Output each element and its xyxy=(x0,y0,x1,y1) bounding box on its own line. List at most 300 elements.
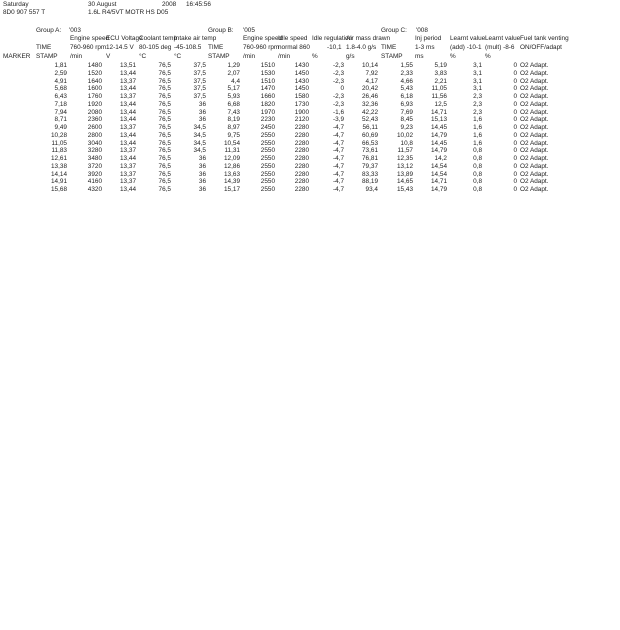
cell-idle-speed: 1430 xyxy=(294,62,309,69)
cell-stamp-b: 6,68 xyxy=(227,100,240,108)
cell-engine-speed: 1920 xyxy=(87,100,102,108)
cell-learnt-mult: 0 xyxy=(513,131,517,139)
cell-stamp-a: 9,49 xyxy=(54,124,67,131)
cell-engine-speed: 2800 xyxy=(87,131,102,139)
cell-fuel-tank-venting: O2 Adapt. xyxy=(520,116,549,124)
cell-inj-period: 14,45 xyxy=(431,124,447,131)
cell-inj-period: 14,54 xyxy=(431,162,447,170)
cell-idle-regulation: -4,7 xyxy=(332,170,344,178)
cell-idle-regulation: -2,3 xyxy=(332,100,344,108)
cell-air-mass: 83,33 xyxy=(362,170,378,178)
cell-engine-speed: 2600 xyxy=(87,124,102,131)
cell-stamp-c: 11,57 xyxy=(397,147,413,155)
cell-learnt-add: 0,8 xyxy=(473,162,482,170)
cell-engine-speed-b: 2550 xyxy=(260,131,275,139)
cell-ecu-voltage: 13,44 xyxy=(120,131,136,139)
cell-idle-regulation: -4,7 xyxy=(332,186,344,193)
cell-air-mass: 20,42 xyxy=(362,85,378,93)
col-coolant-temp: Coolant temp xyxy=(139,35,178,42)
cell-engine-speed-b: 1470 xyxy=(260,85,275,93)
cell-stamp-c: 13,12 xyxy=(397,162,413,170)
cell-fuel-tank-venting: O2 Adapt. xyxy=(520,131,549,139)
cell-air-mass: 88,19 xyxy=(362,178,378,186)
col-intake-air-temp: Intake air temp xyxy=(174,35,217,42)
cell-intake-air-temp: 37,5 xyxy=(193,77,206,85)
cell-learnt-mult: 0 xyxy=(513,116,517,124)
cell-engine-speed-b: 1510 xyxy=(260,77,275,85)
unit-gs: g/s xyxy=(346,53,355,60)
cell-idle-regulation: -4,7 xyxy=(332,139,344,147)
cell-inj-period: 14,2 xyxy=(434,155,447,162)
cell-learnt-add: 1,6 xyxy=(473,139,482,147)
cell-stamp-b: 8,97 xyxy=(227,124,240,131)
cell-stamp-c: 2,33 xyxy=(400,69,413,77)
group-c-code: '008 xyxy=(416,27,428,34)
cell-engine-speed-b: 1530 xyxy=(260,69,275,77)
col-idle-speed: Idle speed xyxy=(278,35,308,42)
cell-idle-speed: 2280 xyxy=(294,124,309,131)
cell-intake-air-temp: 34,5 xyxy=(193,131,206,139)
unit-rpm-b2: /min xyxy=(278,53,291,60)
cell-inj-period: 2,21 xyxy=(434,77,447,85)
cell-fuel-tank-venting: O2 Adapt. xyxy=(520,62,549,69)
group-b-label: Group B: xyxy=(208,27,234,34)
cell-coolant-temp: 76,5 xyxy=(158,139,171,147)
cell-stamp-c: 12,35 xyxy=(397,155,413,162)
cell-idle-regulation: -4,7 xyxy=(332,131,344,139)
cell-air-mass: 73,61 xyxy=(362,147,378,155)
cell-learnt-mult: 0 xyxy=(513,124,517,131)
cell-fuel-tank-venting: O2 Adapt. xyxy=(520,170,549,178)
cell-inj-period: 14,79 xyxy=(431,131,447,139)
unit-pct2: % xyxy=(450,53,456,60)
cell-coolant-temp: 76,5 xyxy=(158,108,171,116)
cell-engine-speed-b: 1660 xyxy=(260,93,275,100)
cell-intake-air-temp: 36 xyxy=(198,155,206,162)
cell-learnt-mult: 0 xyxy=(513,100,517,108)
cell-idle-speed: 2280 xyxy=(294,131,309,139)
cell-inj-period: 14,79 xyxy=(431,147,447,155)
cell-engine-speed: 1480 xyxy=(87,62,102,69)
cell-engine-speed-b: 1970 xyxy=(260,108,275,116)
cell-stamp-a: 7,18 xyxy=(54,100,67,108)
group-a-code: '003 xyxy=(69,27,81,34)
cell-fuel-tank-venting: O2 Adapt. xyxy=(520,77,549,85)
unit-pct3: % xyxy=(485,53,491,60)
cell-ecu-voltage: 13,44 xyxy=(120,186,136,193)
cell-fuel-tank-venting: O2 Adapt. xyxy=(520,147,549,155)
cell-ecu-voltage: 13,37 xyxy=(120,93,136,100)
cell-fuel-tank-venting: O2 Adapt. xyxy=(520,69,549,77)
cell-idle-speed: 1450 xyxy=(294,69,309,77)
cell-ecu-voltage: 13,44 xyxy=(120,100,136,108)
cell-engine-speed-b: 2550 xyxy=(260,178,275,186)
cell-coolant-temp: 76,5 xyxy=(158,69,171,77)
cell-inj-period: 11,05 xyxy=(431,85,447,93)
cell-learnt-mult: 0 xyxy=(513,93,517,100)
spec-intake: -45-108.5 xyxy=(174,44,202,51)
cell-stamp-a: 12,61 xyxy=(51,155,67,162)
cell-intake-air-temp: 36 xyxy=(198,186,206,193)
cell-ecu-voltage: 13,44 xyxy=(120,85,136,93)
cell-stamp-a: 2,59 xyxy=(54,69,67,77)
cell-intake-air-temp: 37,5 xyxy=(193,85,206,93)
cell-engine-speed-b: 1510 xyxy=(260,62,275,69)
cell-stamp-c: 9,23 xyxy=(400,124,413,131)
unit-deg-coolant: °C xyxy=(139,53,147,60)
cell-idle-speed: 2120 xyxy=(294,116,309,124)
table-row xyxy=(0,186,620,194)
cell-engine-speed: 3480 xyxy=(87,155,102,162)
part-number: 8D0 907 557 T xyxy=(3,9,46,16)
cell-fuel-tank-venting: O2 Adapt. xyxy=(520,186,549,193)
cell-intake-air-temp: 36 xyxy=(198,178,206,186)
col-time: TIME xyxy=(36,44,52,51)
cell-intake-air-temp: 36 xyxy=(198,116,206,124)
unit-deg-intake: °C xyxy=(174,53,182,60)
cell-coolant-temp: 76,5 xyxy=(158,93,171,100)
cell-idle-regulation: 0 xyxy=(340,85,344,93)
cell-coolant-temp: 76,5 xyxy=(158,100,171,108)
cell-idle-regulation: -2,3 xyxy=(332,62,344,69)
cell-ecu-voltage: 13,37 xyxy=(120,178,136,186)
cell-inj-period: 14,71 xyxy=(431,108,447,116)
cell-stamp-a: 13,38 xyxy=(51,162,67,170)
col-learnt-add: Learnt value xyxy=(450,35,486,42)
cell-inj-period: 12,5 xyxy=(434,100,447,108)
cell-learnt-add: 3,1 xyxy=(473,62,482,69)
cell-stamp-b: 7,43 xyxy=(227,108,240,116)
spec-air-mass: 1.8-4.0 g/s xyxy=(346,44,377,51)
cell-inj-period: 14,45 xyxy=(431,139,447,147)
cell-inj-period: 3,83 xyxy=(434,69,447,77)
cell-learnt-add: 3,1 xyxy=(473,69,482,77)
cell-air-mass: 79,37 xyxy=(362,162,378,170)
cell-coolant-temp: 76,5 xyxy=(158,155,171,162)
cell-intake-air-temp: 37,5 xyxy=(193,69,206,77)
cell-stamp-c: 14,65 xyxy=(397,178,413,186)
col-stamp: STAMP xyxy=(36,53,58,60)
cell-stamp-b: 15,17 xyxy=(224,186,240,193)
cell-fuel-tank-venting: O2 Adapt. xyxy=(520,162,549,170)
unit-pct: % xyxy=(312,53,318,60)
col-time-c: TIME xyxy=(381,44,397,51)
spec-inj: 1-3 ms xyxy=(415,44,435,51)
unit-rpm-b: /min xyxy=(243,53,256,60)
cell-engine-speed: 4160 xyxy=(87,178,102,186)
cell-coolant-temp: 76,5 xyxy=(158,178,171,186)
cell-air-mass: 66,53 xyxy=(362,139,378,147)
cell-fuel-tank-venting: O2 Adapt. xyxy=(520,155,549,162)
cell-engine-speed-b: 2450 xyxy=(260,124,275,131)
cell-stamp-a: 5,68 xyxy=(54,85,67,93)
cell-engine-speed-b: 1820 xyxy=(260,100,275,108)
cell-stamp-c: 5,43 xyxy=(400,85,413,93)
cell-coolant-temp: 76,5 xyxy=(158,147,171,155)
cell-stamp-b: 10,54 xyxy=(224,139,240,147)
cell-stamp-c: 7,69 xyxy=(400,108,413,116)
header-year: 2008 xyxy=(162,1,177,8)
cell-engine-speed: 2360 xyxy=(87,116,102,124)
cell-stamp-c: 1,55 xyxy=(400,62,413,69)
cell-stamp-b: 5,17 xyxy=(227,85,240,93)
cell-stamp-b: 12,09 xyxy=(224,155,240,162)
cell-idle-regulation: -4,7 xyxy=(332,162,344,170)
cell-stamp-a: 4,91 xyxy=(54,77,67,85)
cell-stamp-b: 11,31 xyxy=(224,147,240,155)
cell-idle-speed: 2280 xyxy=(294,147,309,155)
cell-coolant-temp: 76,5 xyxy=(158,124,171,131)
cell-learnt-mult: 0 xyxy=(513,85,517,93)
cell-stamp-b: 9,75 xyxy=(227,131,240,139)
cell-engine-speed: 3040 xyxy=(87,139,102,147)
cell-learnt-mult: 0 xyxy=(513,162,517,170)
cell-intake-air-temp: 36 xyxy=(198,170,206,178)
cell-engine-speed: 1520 xyxy=(87,69,102,77)
header-date: 30 August xyxy=(88,1,117,8)
cell-intake-air-temp: 36 xyxy=(198,100,206,108)
cell-fuel-tank-venting: O2 Adapt. xyxy=(520,124,549,131)
cell-inj-period: 15,13 xyxy=(431,116,447,124)
cell-learnt-mult: 0 xyxy=(513,69,517,77)
cell-learnt-mult: 0 xyxy=(513,108,517,116)
spec-learnt-mult: (mult) -8-6 xyxy=(485,44,515,51)
cell-air-mass: 26,46 xyxy=(362,93,378,100)
spec-coolant: 80-105 deg xyxy=(139,44,172,51)
spec-engine-speed: 760-960 rpm xyxy=(70,44,107,51)
cell-coolant-temp: 76,5 xyxy=(158,77,171,85)
cell-coolant-temp: 76,5 xyxy=(158,116,171,124)
cell-ecu-voltage: 13,44 xyxy=(120,108,136,116)
cell-stamp-c: 10,8 xyxy=(400,139,413,147)
cell-stamp-c: 8,45 xyxy=(400,116,413,124)
col-ecu-voltage: ECU Voltage xyxy=(106,35,143,42)
cell-inj-period: 14,79 xyxy=(431,186,447,193)
cell-air-mass: 32,36 xyxy=(362,100,378,108)
cell-coolant-temp: 76,5 xyxy=(158,170,171,178)
col-marker: MARKER xyxy=(3,53,31,60)
cell-learnt-add: 2,3 xyxy=(473,108,482,116)
cell-air-mass: 7,92 xyxy=(365,69,378,77)
cell-intake-air-temp: 34,5 xyxy=(193,147,206,155)
cell-fuel-tank-venting: O2 Adapt. xyxy=(520,108,549,116)
col-learnt-mult: Learnt value xyxy=(485,35,521,42)
cell-air-mass: 60,69 xyxy=(362,131,378,139)
cell-inj-period: 14,54 xyxy=(431,170,447,178)
cell-air-mass: 76,81 xyxy=(362,155,378,162)
group-b-code: '005 xyxy=(243,27,255,34)
cell-air-mass: 93,4 xyxy=(365,186,378,193)
cell-learnt-add: 1,6 xyxy=(473,116,482,124)
cell-ecu-voltage: 13,37 xyxy=(120,124,136,131)
cell-air-mass: 56,11 xyxy=(362,124,378,131)
col-stamp-c: STAMP xyxy=(381,53,403,60)
col-air-mass: Air mass drawn xyxy=(346,35,391,42)
cell-intake-air-temp: 37,5 xyxy=(193,93,206,100)
cell-stamp-b: 14,39 xyxy=(224,178,240,186)
cell-stamp-c: 6,93 xyxy=(400,100,413,108)
cell-engine-speed-b: 2230 xyxy=(260,116,275,124)
cell-air-mass: 10,14 xyxy=(362,62,378,69)
col-inj-period: Inj period xyxy=(415,35,442,42)
spec-fuel-tank: ON/OFF/adapt xyxy=(520,44,562,51)
cell-idle-speed: 2280 xyxy=(294,178,309,186)
cell-learnt-mult: 0 xyxy=(513,139,517,147)
group-c-label: Group C: xyxy=(381,27,407,34)
unit-ms: ms xyxy=(415,53,424,60)
ecu-info: 1.6L R4/5VT MOTR HS D05 xyxy=(88,9,169,16)
cell-learnt-mult: 0 xyxy=(513,147,517,155)
cell-learnt-mult: 0 xyxy=(513,178,517,186)
cell-engine-speed-b: 2550 xyxy=(260,139,275,147)
cell-stamp-a: 11,05 xyxy=(51,139,67,147)
cell-stamp-b: 12,86 xyxy=(224,162,240,170)
cell-engine-speed: 3920 xyxy=(87,170,102,178)
header-day: Saturday xyxy=(3,1,29,8)
cell-stamp-a: 11,83 xyxy=(51,147,67,155)
cell-ecu-voltage: 13,37 xyxy=(120,162,136,170)
cell-engine-speed: 4320 xyxy=(87,186,102,193)
cell-intake-air-temp: 34,5 xyxy=(193,139,206,147)
cell-engine-speed: 1640 xyxy=(87,77,102,85)
cell-learnt-add: 2,3 xyxy=(473,100,482,108)
cell-ecu-voltage: 13,44 xyxy=(120,155,136,162)
col-fuel-tank: Fuel tank venting xyxy=(520,35,569,42)
cell-intake-air-temp: 36 xyxy=(198,108,206,116)
cell-air-mass: 42,22 xyxy=(362,108,378,116)
cell-stamp-b: 13,63 xyxy=(224,170,240,178)
cell-stamp-a: 1,81 xyxy=(54,62,67,69)
col-stamp-b: STAMP xyxy=(208,53,230,60)
cell-stamp-a: 15,68 xyxy=(51,186,67,193)
cell-stamp-a: 7,94 xyxy=(54,108,67,116)
cell-learnt-add: 0,8 xyxy=(473,178,482,186)
cell-idle-speed: 1730 xyxy=(294,100,309,108)
col-engine-speed: Engine speed xyxy=(70,35,110,42)
cell-learnt-mult: 0 xyxy=(513,155,517,162)
cell-learnt-add: 1,6 xyxy=(473,131,482,139)
cell-idle-speed: 1450 xyxy=(294,85,309,93)
cell-engine-speed: 2080 xyxy=(87,108,102,116)
cell-ecu-voltage: 13,37 xyxy=(120,170,136,178)
cell-stamp-a: 14,91 xyxy=(51,178,67,186)
col-idle-regulation: Idle regulation xyxy=(312,35,353,42)
spec-engine-speed-b: 760-960 rpm xyxy=(243,44,280,51)
cell-learnt-mult: 0 xyxy=(513,186,517,193)
cell-air-mass: 52,43 xyxy=(362,116,378,124)
cell-idle-regulation: -2,3 xyxy=(332,93,344,100)
cell-intake-air-temp: 34,5 xyxy=(193,124,206,131)
cell-engine-speed: 1600 xyxy=(87,85,102,93)
unit-rpm: /min xyxy=(70,53,83,60)
cell-fuel-tank-venting: O2 Adapt. xyxy=(520,93,549,100)
cell-ecu-voltage: 13,44 xyxy=(120,116,136,124)
cell-coolant-temp: 76,5 xyxy=(158,62,171,69)
cell-inj-period: 5,19 xyxy=(434,62,447,69)
cell-stamp-b: 5,93 xyxy=(227,93,240,100)
cell-fuel-tank-venting: O2 Adapt. xyxy=(520,139,549,147)
cell-ecu-voltage: 13,44 xyxy=(120,69,136,77)
cell-learnt-mult: 0 xyxy=(513,62,517,69)
cell-engine-speed-b: 2550 xyxy=(260,170,275,178)
cell-engine-speed-b: 2550 xyxy=(260,186,275,193)
cell-fuel-tank-venting: O2 Adapt. xyxy=(520,85,549,93)
cell-fuel-tank-venting: O2 Adapt. xyxy=(520,178,549,186)
cell-idle-regulation: -1,6 xyxy=(332,108,344,116)
col-time-b: TIME xyxy=(208,44,224,51)
cell-idle-speed: 2280 xyxy=(294,155,309,162)
cell-idle-regulation: -4,7 xyxy=(332,124,344,131)
cell-idle-speed: 2280 xyxy=(294,170,309,178)
group-a-label: Group A: xyxy=(36,27,62,34)
cell-idle-speed: 1580 xyxy=(294,93,309,100)
cell-inj-period: 14,71 xyxy=(431,178,447,186)
cell-stamp-a: 8,71 xyxy=(54,116,67,124)
cell-engine-speed: 1760 xyxy=(87,93,102,100)
cell-learnt-add: 0,8 xyxy=(473,170,482,178)
cell-coolant-temp: 76,5 xyxy=(158,162,171,170)
cell-engine-speed: 3280 xyxy=(87,147,102,155)
header-time: 16:45:56 xyxy=(186,1,211,8)
cell-idle-speed: 1900 xyxy=(294,108,309,116)
cell-fuel-tank-venting: O2 Adapt. xyxy=(520,100,549,108)
cell-engine-speed: 3720 xyxy=(87,162,102,170)
cell-stamp-c: 10,02 xyxy=(397,131,413,139)
cell-coolant-temp: 76,5 xyxy=(158,85,171,93)
cell-idle-speed: 2280 xyxy=(294,139,309,147)
cell-stamp-b: 4,4 xyxy=(231,77,240,85)
cell-learnt-add: 2,3 xyxy=(473,93,482,100)
cell-idle-regulation: -4,7 xyxy=(332,155,344,162)
cell-idle-speed: 2280 xyxy=(294,186,309,193)
cell-coolant-temp: 76,5 xyxy=(158,186,171,193)
cell-learnt-add: 3,1 xyxy=(473,85,482,93)
cell-learnt-add: 0,8 xyxy=(473,186,482,193)
cell-idle-speed: 1430 xyxy=(294,77,309,85)
cell-learnt-add: 3,1 xyxy=(473,77,482,85)
cell-air-mass: 4,17 xyxy=(365,77,378,85)
cell-engine-speed-b: 2550 xyxy=(260,155,275,162)
unit-volt: V xyxy=(106,53,111,60)
cell-learnt-add: 0,8 xyxy=(473,147,482,155)
cell-learnt-mult: 0 xyxy=(513,170,517,178)
cell-learnt-add: 0,8 xyxy=(473,155,482,162)
cell-inj-period: 11,56 xyxy=(431,93,447,100)
cell-stamp-c: 13,89 xyxy=(397,170,413,178)
cell-idle-regulation: -4,7 xyxy=(332,178,344,186)
cell-ecu-voltage: 13,37 xyxy=(120,147,136,155)
cell-coolant-temp: 76,5 xyxy=(158,131,171,139)
cell-stamp-b: 2,07 xyxy=(227,69,240,77)
cell-learnt-add: 1,6 xyxy=(473,124,482,131)
cell-ecu-voltage: 13,44 xyxy=(120,139,136,147)
cell-idle-regulation: -4,7 xyxy=(332,147,344,155)
cell-stamp-b: 8,19 xyxy=(227,116,240,124)
col-engine-speed-b: Engine speed xyxy=(243,35,283,42)
spec-idle-speed: normal 860 xyxy=(278,44,310,51)
cell-learnt-mult: 0 xyxy=(513,77,517,85)
cell-engine-speed-b: 2550 xyxy=(260,162,275,170)
cell-intake-air-temp: 37,5 xyxy=(193,62,206,69)
cell-intake-air-temp: 36 xyxy=(198,162,206,170)
cell-idle-speed: 2280 xyxy=(294,162,309,170)
cell-idle-regulation: -3,9 xyxy=(332,116,344,124)
cell-idle-regulation: -2,3 xyxy=(332,77,344,85)
cell-stamp-c: 6,18 xyxy=(400,93,413,100)
cell-ecu-voltage: 13,51 xyxy=(120,62,136,69)
cell-ecu-voltage: 13,37 xyxy=(120,77,136,85)
cell-engine-speed-b: 2550 xyxy=(260,147,275,155)
